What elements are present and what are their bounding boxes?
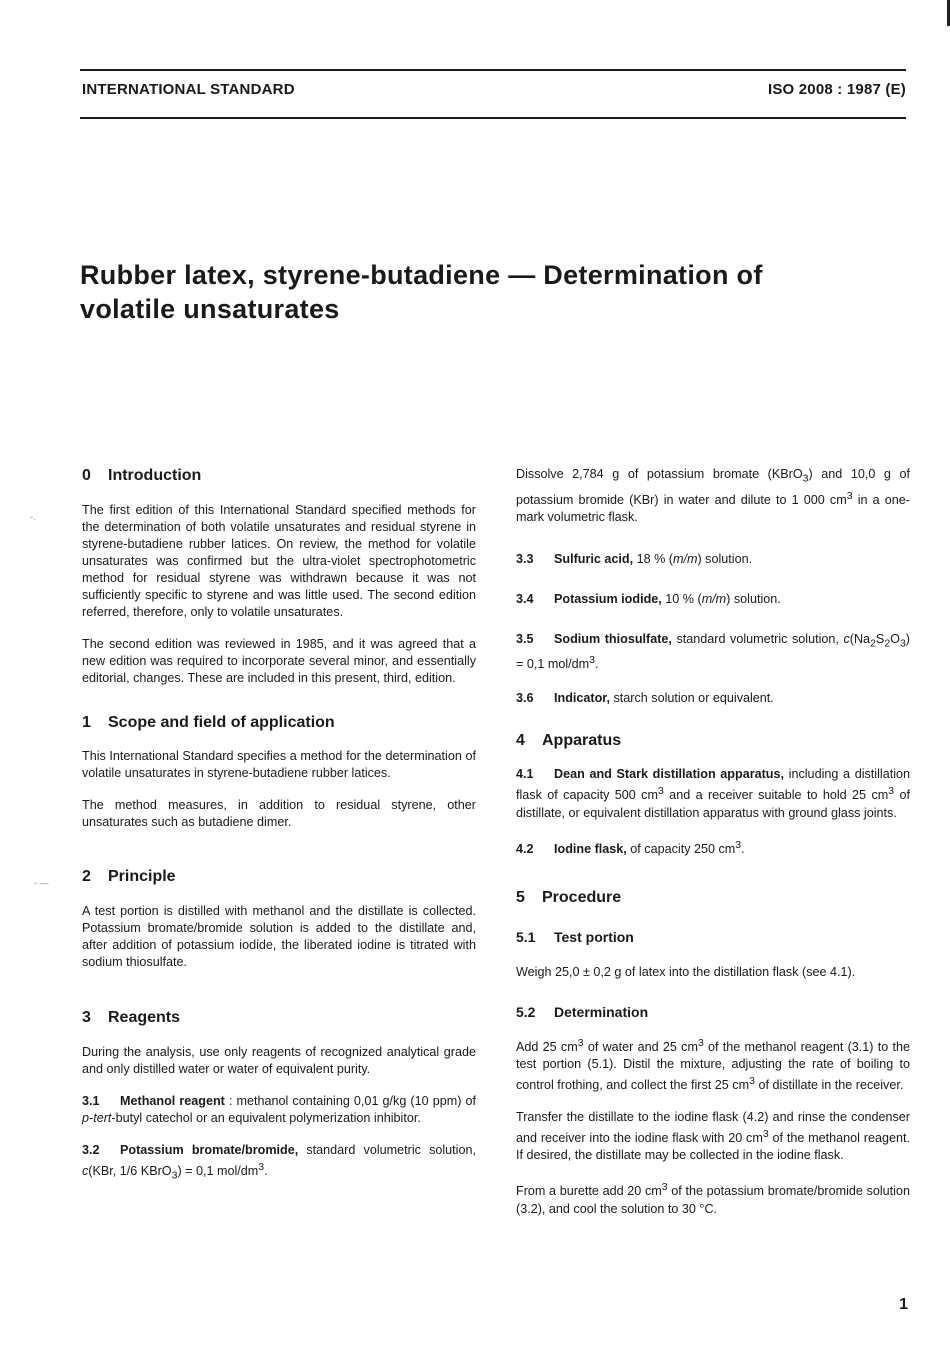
determination-paragraph-2: Transfer the distillate to the iodine flask (4.2) and rinse the condenser and receiver into the iodine flask with 20 $cm^3$ of the methanol reagent. If desired, the distillate may be collected in the iodine flask.	[516, 1110, 910, 1163]
determination-paragraph-3: From a burette add 20 $cm^3$ of the potassium bromate/bromide solution (3.2), and cool the solution to 30 °C.	[516, 1181, 910, 1216]
intro-paragraph-1: The first edition of this International Standard specified methods for the determination of both volatile unsaturates and residual styrene in styrene-butadiene rubber latices. On review, the method for volatile unsaturates was confirmed but the ultra-violet spectrophotometric method for residual styrene was withdrawn because it was not sufficiently specific to styrene and was little used. The second edition referred, therefore, only to volatile unsaturates.	[82, 503, 476, 619]
title-line-2: volatile unsaturates	[80, 294, 340, 324]
scope-paragraph-1: This International Standard specifies a method for the determination of volatile unsaturates in styrene-butadiene rubber latices.	[82, 749, 476, 780]
item-3-6-indicator: 3.6 Indicator, starch solution or equivalent.	[516, 691, 774, 706]
item-3-1-methanol-reagent: 3.1 Methanol reagent : methanol containing 0,01 g/kg (10 ppm) of p-tert-butyl catechol or an equivalent polymerization inhibitor.	[82, 1094, 476, 1125]
subsection-5-1-heading: 5.1 Test portion	[516, 928, 634, 945]
header-bottom-rule	[80, 117, 906, 119]
title-line-1: Rubber latex, styrene-butadiene — Determination of	[80, 260, 763, 290]
item-3-3-sulfuric-acid: 3.3 Sulfuric acid, 18 % (m/m) solution.	[516, 551, 753, 566]
item-4-1-dean-stark-apparatus: 4.1 Dean and Stark distillation apparatus, including a distillation flask of capacity 500 $cm^3$ and a receiver suitable to hold 25 $cm^3$ of distillate, or equivalent distillation apparatus with ground glass joints.	[516, 767, 911, 820]
determination-paragraph-1: Add 25 $cm^3$ of water and 25 $cm^3$ of the methanol reagent (3.1) to the test portion (5.1). Distil the mixture, adjusting the rate of boiling to control frothing, and collect the first 25 $cm^3$ of distillate in the receiver.	[516, 1036, 910, 1093]
intro-paragraph-2: The second edition was reviewed in 1985, and it was agreed that a new edition was required to incorporate several minor, and essentially editorial, changes. These are included in this present, third, edition.	[82, 637, 476, 685]
scope-paragraph-2: The method measures, in addition to residual styrene, other unsaturates such as butadiene dimer.	[82, 798, 476, 829]
document-title	[80, 258, 880, 326]
principle-paragraph: A test portion is distilled with methanol and the distillate is collected. Potassium bromate/bromide solution is added to the distillate and, after addition of potassium iodide, the liberated iodine is titrated with sodium thiosulfate.	[82, 904, 476, 969]
bromate-solution-preparation: Dissolve 2,784 g of potassium bromate (KBrO$_3$) and 10,0 g of potassium bromide (KBr) in water and dilute to 1 000 $cm^3$ in a one-mark volumetric flask.	[516, 467, 910, 524]
header-standard-number: ISO 2008 : 1987 (E)	[767, 81, 906, 98]
section-2-heading: 2 Principle	[82, 868, 176, 885]
right-column	[516, 466, 910, 1218]
reagents-paragraph: During the analysis, use only reagents of recognized analytical grade and only distilled water or water of equivalent purity.	[82, 1045, 476, 1076]
section-1-heading: 1 Scope and field of application	[82, 714, 335, 731]
margin-scribble: -.	[30, 512, 36, 522]
page-number: 1	[899, 1296, 908, 1313]
item-3-4-potassium-iodide: 3.4 Potassium iodide, 10 % (m/m) solution.	[516, 591, 781, 606]
section-0-heading: 0 Introduction	[82, 467, 202, 484]
header-top-rule	[80, 69, 906, 71]
subsection-5-2-heading: 5.2 Determination	[516, 1003, 649, 1020]
item-3-5-sodium-thiosulfate: 3.5 Sodium thiosulfate, standard volumetric solution, $c(Na_2S_2O_3) = 0,1$ mol/$dm^3$.	[516, 631, 910, 672]
left-column	[82, 466, 476, 1185]
margin-scribble: - —	[34, 878, 49, 888]
item-4-2-iodine-flask: 4.2 Iodine flask, of capacity 250 $cm^3$.	[516, 838, 745, 856]
section-3-heading: 3 Reagents	[82, 1009, 181, 1026]
header-standard-label: INTERNATIONAL STANDARD	[82, 81, 295, 98]
section-5-heading: 5 Procedure	[516, 888, 622, 906]
section-4-heading: 4 Apparatus	[516, 732, 622, 750]
test-portion-paragraph: Weigh 25,0 ± 0,2 g of latex into the distillation flask (see 4.1).	[516, 964, 856, 979]
item-3-2-potassium-bromate-bromide: 3.2 Potassium bromate/bromide, standard volumetric solution, c(KBr, 1/6 KBrO$_3$) = 0,1 mol/$dm^3$.	[82, 1143, 476, 1182]
